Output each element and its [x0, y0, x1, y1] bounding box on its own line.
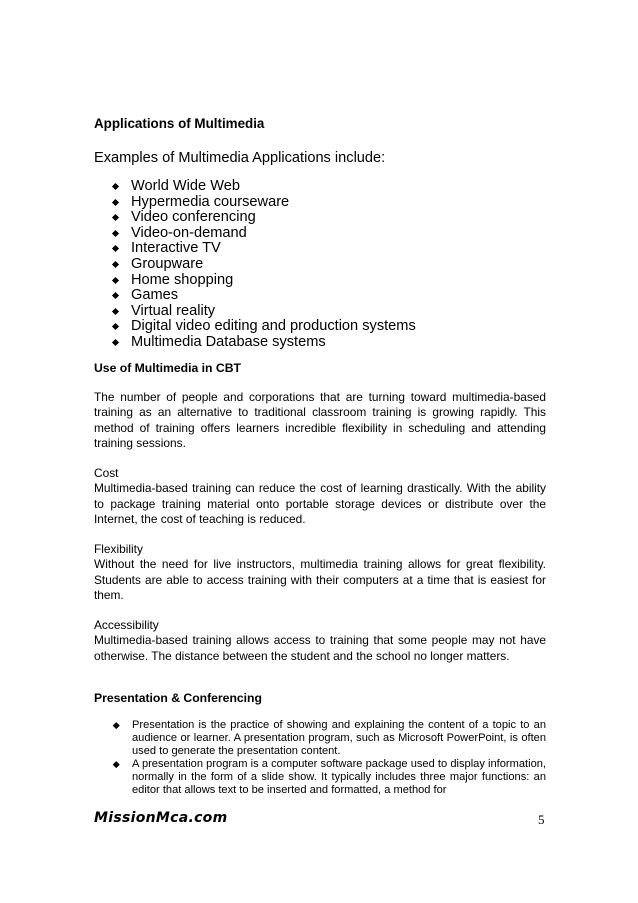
diamond-bullet-icon	[112, 199, 119, 206]
applications-intro: Examples of Multimedia Applications include:	[94, 150, 386, 166]
cost-body: Multimedia-based training can reduce the cost of learning drastically. With the ability to package training material onto portable storage devices or distribute over the Internet, the cost of teaching is reduced.	[94, 481, 546, 527]
list-item: Video-on-demand	[94, 226, 546, 242]
cbt-heading: Use of Multimedia in CBT	[94, 360, 241, 375]
list-item: Home shopping	[94, 273, 546, 289]
list-item: Groupware	[94, 257, 546, 273]
list-item: Video conferencing	[94, 210, 546, 226]
applications-list	[94, 179, 546, 351]
cost-title: Cost	[94, 465, 119, 480]
diamond-bullet-icon	[113, 722, 119, 728]
accessibility-body: Multimedia-based training allows access to training that some people may not have otherwise. The distance between the student and the school no longer matters.	[94, 633, 546, 663]
diamond-bullet-icon	[112, 277, 119, 284]
list-item: World Wide Web	[94, 179, 546, 195]
presentation-list	[94, 719, 546, 797]
list-item: Multimedia Database systems	[94, 335, 546, 351]
diamond-bullet-icon	[112, 292, 119, 299]
flexibility-body: Without the need for live instructors, multimedia training allows for great flexibility. Students are able to access training with their computers at a time that is easiest for them.	[94, 557, 546, 603]
list-item: Digital video editing and production systems	[94, 319, 546, 335]
diamond-bullet-icon	[112, 230, 119, 237]
diamond-bullet-icon	[112, 339, 119, 346]
list-item: Hypermedia courseware	[94, 195, 546, 211]
presentation-heading: Presentation & Conferencing	[94, 691, 262, 706]
list-item: Interactive TV	[94, 241, 546, 257]
diamond-bullet-icon	[112, 245, 119, 252]
page-heading: Applications of Multimedia	[94, 116, 265, 131]
footer-logo: MissionMca.com	[94, 810, 228, 826]
diamond-bullet-icon	[112, 308, 119, 315]
cbt-intro: The number of people and corporations that are turning toward multimedia-based training as an alternative to traditional classroom training is growing rapidly. This method of training offers learners incredible flexibility in scheduling and attending training sessions.	[94, 389, 546, 451]
list-item: A presentation program is a computer software package used to display information, normally in the form of a slide show. It typically includes three major functions: an editor that allows text to be inserted and formatted, a method for	[94, 758, 546, 797]
diamond-bullet-icon	[112, 183, 119, 190]
list-item: Games	[94, 288, 546, 304]
page-content	[94, 115, 546, 797]
accessibility-title: Accessibility	[94, 617, 159, 632]
list-item: Virtual reality	[94, 304, 546, 320]
diamond-bullet-icon	[113, 761, 119, 767]
list-item: Presentation is the practice of showing and explaining the content of a topic to an audience or learner. A presentation program, such as Microsoft PowerPoint, is often used to generate the presentation content.	[94, 719, 546, 758]
diamond-bullet-icon	[112, 323, 119, 330]
diamond-bullet-icon	[112, 214, 119, 221]
flexibility-title: Flexibility	[94, 541, 143, 556]
diamond-bullet-icon	[112, 261, 119, 268]
page-number: 5	[538, 812, 545, 827]
